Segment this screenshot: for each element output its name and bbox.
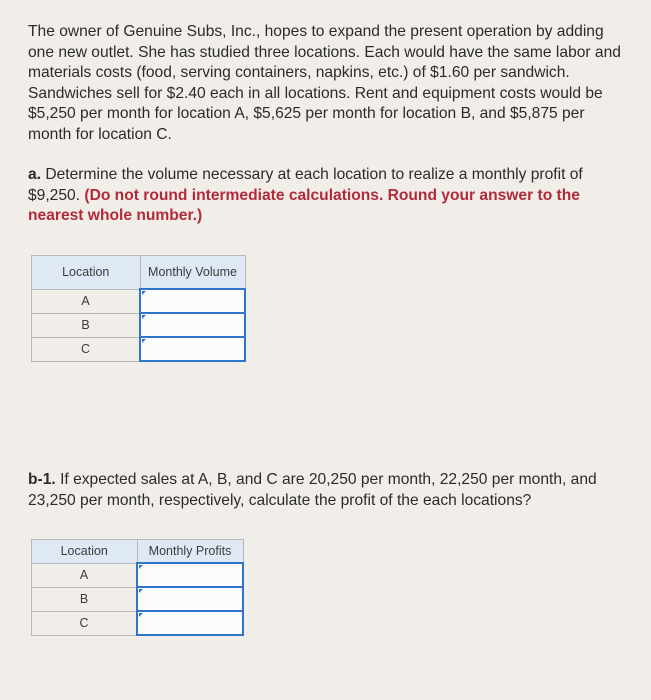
part-a-question [28, 165, 628, 227]
location-cell: C [32, 337, 141, 361]
location-header: Location [32, 540, 138, 564]
part-b1-text: If expected sales at A, B, and C are 20,250 per month, 22,250 per month, and 23,250 per month, respectively, calculate the profit of the each locations? [28, 471, 597, 509]
monthly-profits-table [31, 539, 244, 636]
volume-input-b[interactable] [140, 313, 245, 337]
monthly-volume-header: Monthly Volume [140, 256, 245, 290]
problem-intro: The owner of Genuine Subs, Inc., hopes to expand the present operation by adding one new outlet. She has studied three locations. Each would have the same labor and materials costs (food, serving containers, napkins, etc.) of $1.60 per sandwich. Sandwiches sell for $2.40 each in all locations. Rent and equipment costs would be $5,250 per month for location A, $5,625 per month for location B, and $5,875 per month for location C. [28, 23, 621, 143]
profit-input-c[interactable] [137, 611, 243, 635]
monthly-volume-table [31, 255, 246, 362]
part-b1-question [28, 470, 628, 511]
volume-input-c[interactable] [140, 337, 245, 361]
profit-input-b[interactable] [137, 587, 243, 611]
profit-input-a[interactable] [137, 563, 243, 587]
location-cell: A [32, 563, 138, 587]
location-cell: B [32, 587, 138, 611]
part-a-instruction: (Do not round intermediate calculations. Round your answer to the nearest whole number.) [28, 186, 580, 225]
monthly-profits-header: Monthly Profits [137, 540, 243, 564]
location-cell: A [32, 289, 141, 313]
part-a-text: Determine the volume necessary at each location to realize a monthly profit of $9,250. [28, 166, 583, 204]
location-header: Location [32, 256, 141, 290]
location-cell: C [32, 611, 138, 635]
part-b1-label: b-1. [28, 471, 56, 488]
volume-input-a[interactable] [140, 289, 245, 313]
location-cell: B [32, 313, 141, 337]
part-a-label: a. [28, 166, 42, 183]
